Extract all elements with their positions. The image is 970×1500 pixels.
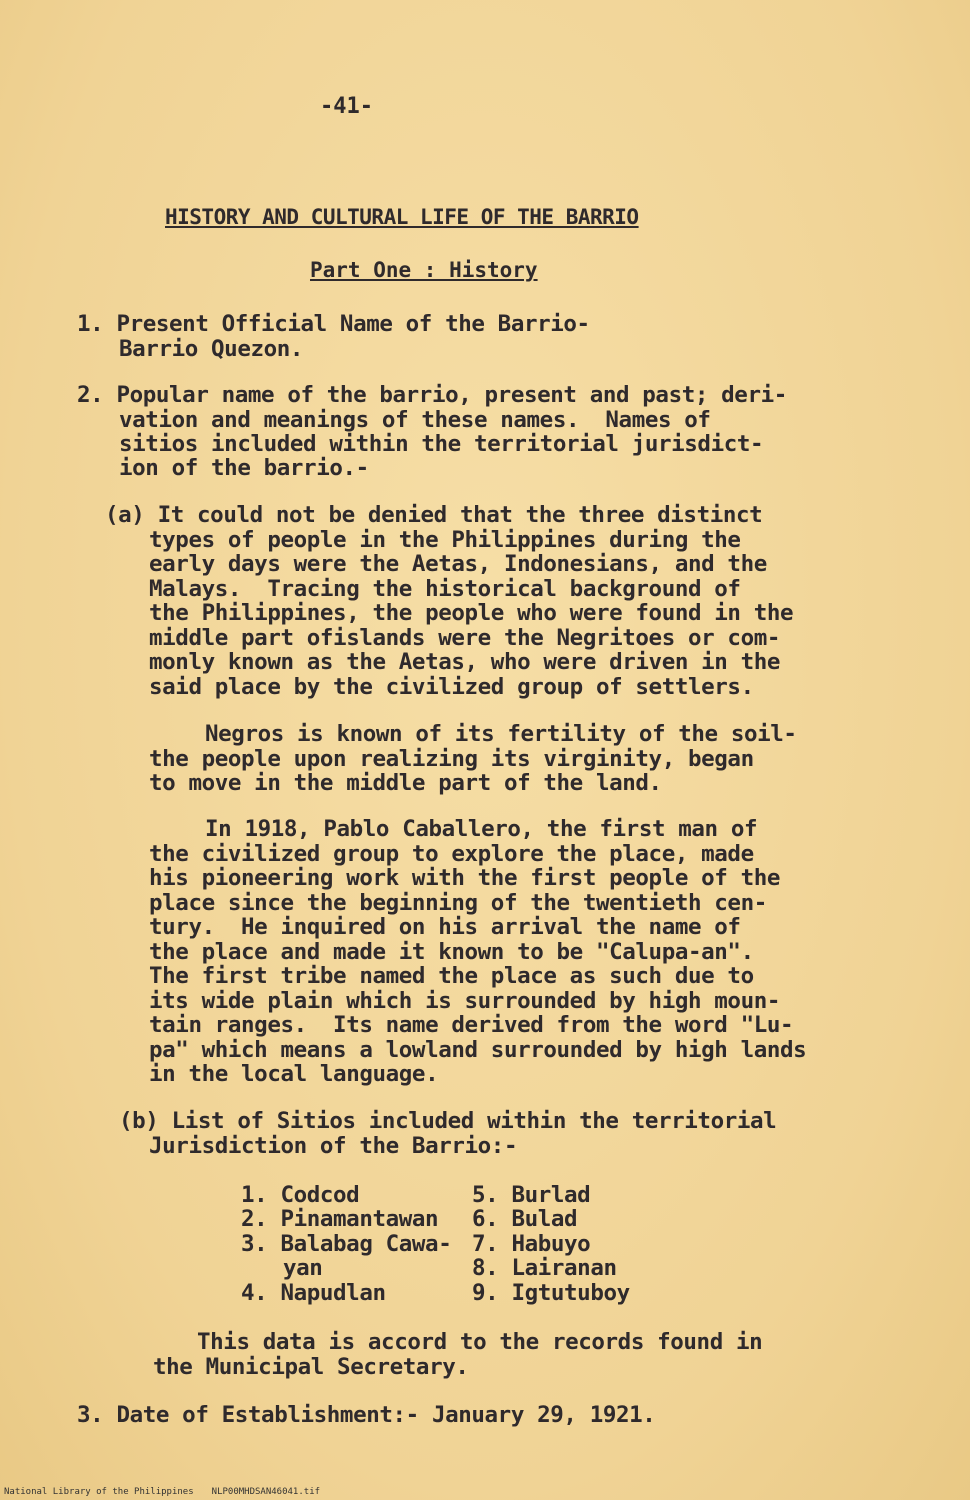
paragraph-line: place since the beginning of the twentieth cen- [149,890,767,916]
sitio-item: 3. Balabag Cawa- [241,1231,452,1257]
sitio-item: 4. Napudlan [241,1280,386,1306]
paragraph-line: the people upon realizing its virginity, began [149,746,754,772]
footer-library: National Library of the Philippines [4,1487,194,1497]
sitio-item: 1. Codcod [241,1182,360,1208]
sitio-item: 8. Lairanan [472,1255,617,1281]
paragraph-line: pa" which means a lowland surrounded by high lands [149,1037,807,1063]
scan-footer [4,1487,338,1497]
paragraph-line: tury. He inquired on his arrival the name of [149,914,741,940]
paragraph-line: its wide plain which is surrounded by high moun- [149,988,781,1014]
item-3-line: 3. Date of Establishment:- January 29, 1921. [77,1402,656,1428]
sitio-item: 2. Pinamantawan [241,1206,439,1232]
paragraph-line: This data is accord to the records found in [197,1329,763,1355]
paragraph-line: monly known as the Aetas, who were driven in the [149,649,781,675]
paragraph-line: middle part ofislands were the Negritoes or com- [149,625,781,651]
paragraph-line: In 1918, Pablo Caballero, the first man of [205,816,758,842]
paragraph-line: said place by the civilized group of settlers. [149,674,754,700]
section-subheading [310,258,538,282]
paragraph-line: The first tribe named the place as such due to [149,963,754,989]
paragraph-line: the Municipal Secretary. [153,1354,469,1380]
item-2-line: ion of the barrio.- [119,455,369,481]
paragraph-line: Negros is known of its fertility of the soil- [205,721,797,747]
paragraph-line: Jurisdiction of the Barrio:- [149,1133,518,1159]
item-1-line: Barrio Quezon. [119,336,304,362]
item-2-line: sitios included within the territorial jurisdict- [119,431,764,457]
page-number: -41- [320,94,373,119]
paragraph-line: the civilized group to explore the place, made [149,841,754,867]
paragraph-line: to move in the middle part of the land. [149,770,662,796]
paragraph-line: (a) It could not be denied that the three distinct [105,502,763,528]
document-heading: HISTORY AND CULTURAL LIFE OF THE BARRIO [165,205,639,229]
paragraph-line: in the local language. [149,1061,439,1087]
sitio-item: yan [283,1255,323,1281]
subheading-text: Part One : History [310,258,538,282]
paragraph-line: his pioneering work with the first people of the [149,865,781,891]
sitio-item: 9. Igtutuboy [472,1280,630,1306]
paragraph-line: Malays. Tracing the historical background of [149,576,741,602]
paragraph-line: early days were the Aetas, Indonesians, and the [149,551,767,577]
paragraph-line: the place and made it known to be "Calupa-an". [149,939,754,965]
sitio-item: 6. Bulad [472,1206,578,1232]
paragraph-line: tain ranges. Its name derived from the word "Lu- [149,1012,794,1038]
item-1-line: 1. Present Official Name of the Barrio- [77,311,590,337]
sitio-item: 5. Burlad [472,1182,591,1208]
sitio-item: 7. Habuyo [472,1231,591,1257]
item-2-line: vation and meanings of these names. Names of [119,407,711,433]
footer-file: NLP00MHDSAN46041.tif [211,1487,321,1497]
paragraph-line: (b) List of Sitios included within the territorial [119,1108,777,1134]
item-2-line: 2. Popular name of the barrio, present and past; deri- [77,382,787,408]
paragraph-line: the Philippines, the people who were found in the [149,600,794,626]
paragraph-line: types of people in the Philippines during the [149,527,741,553]
